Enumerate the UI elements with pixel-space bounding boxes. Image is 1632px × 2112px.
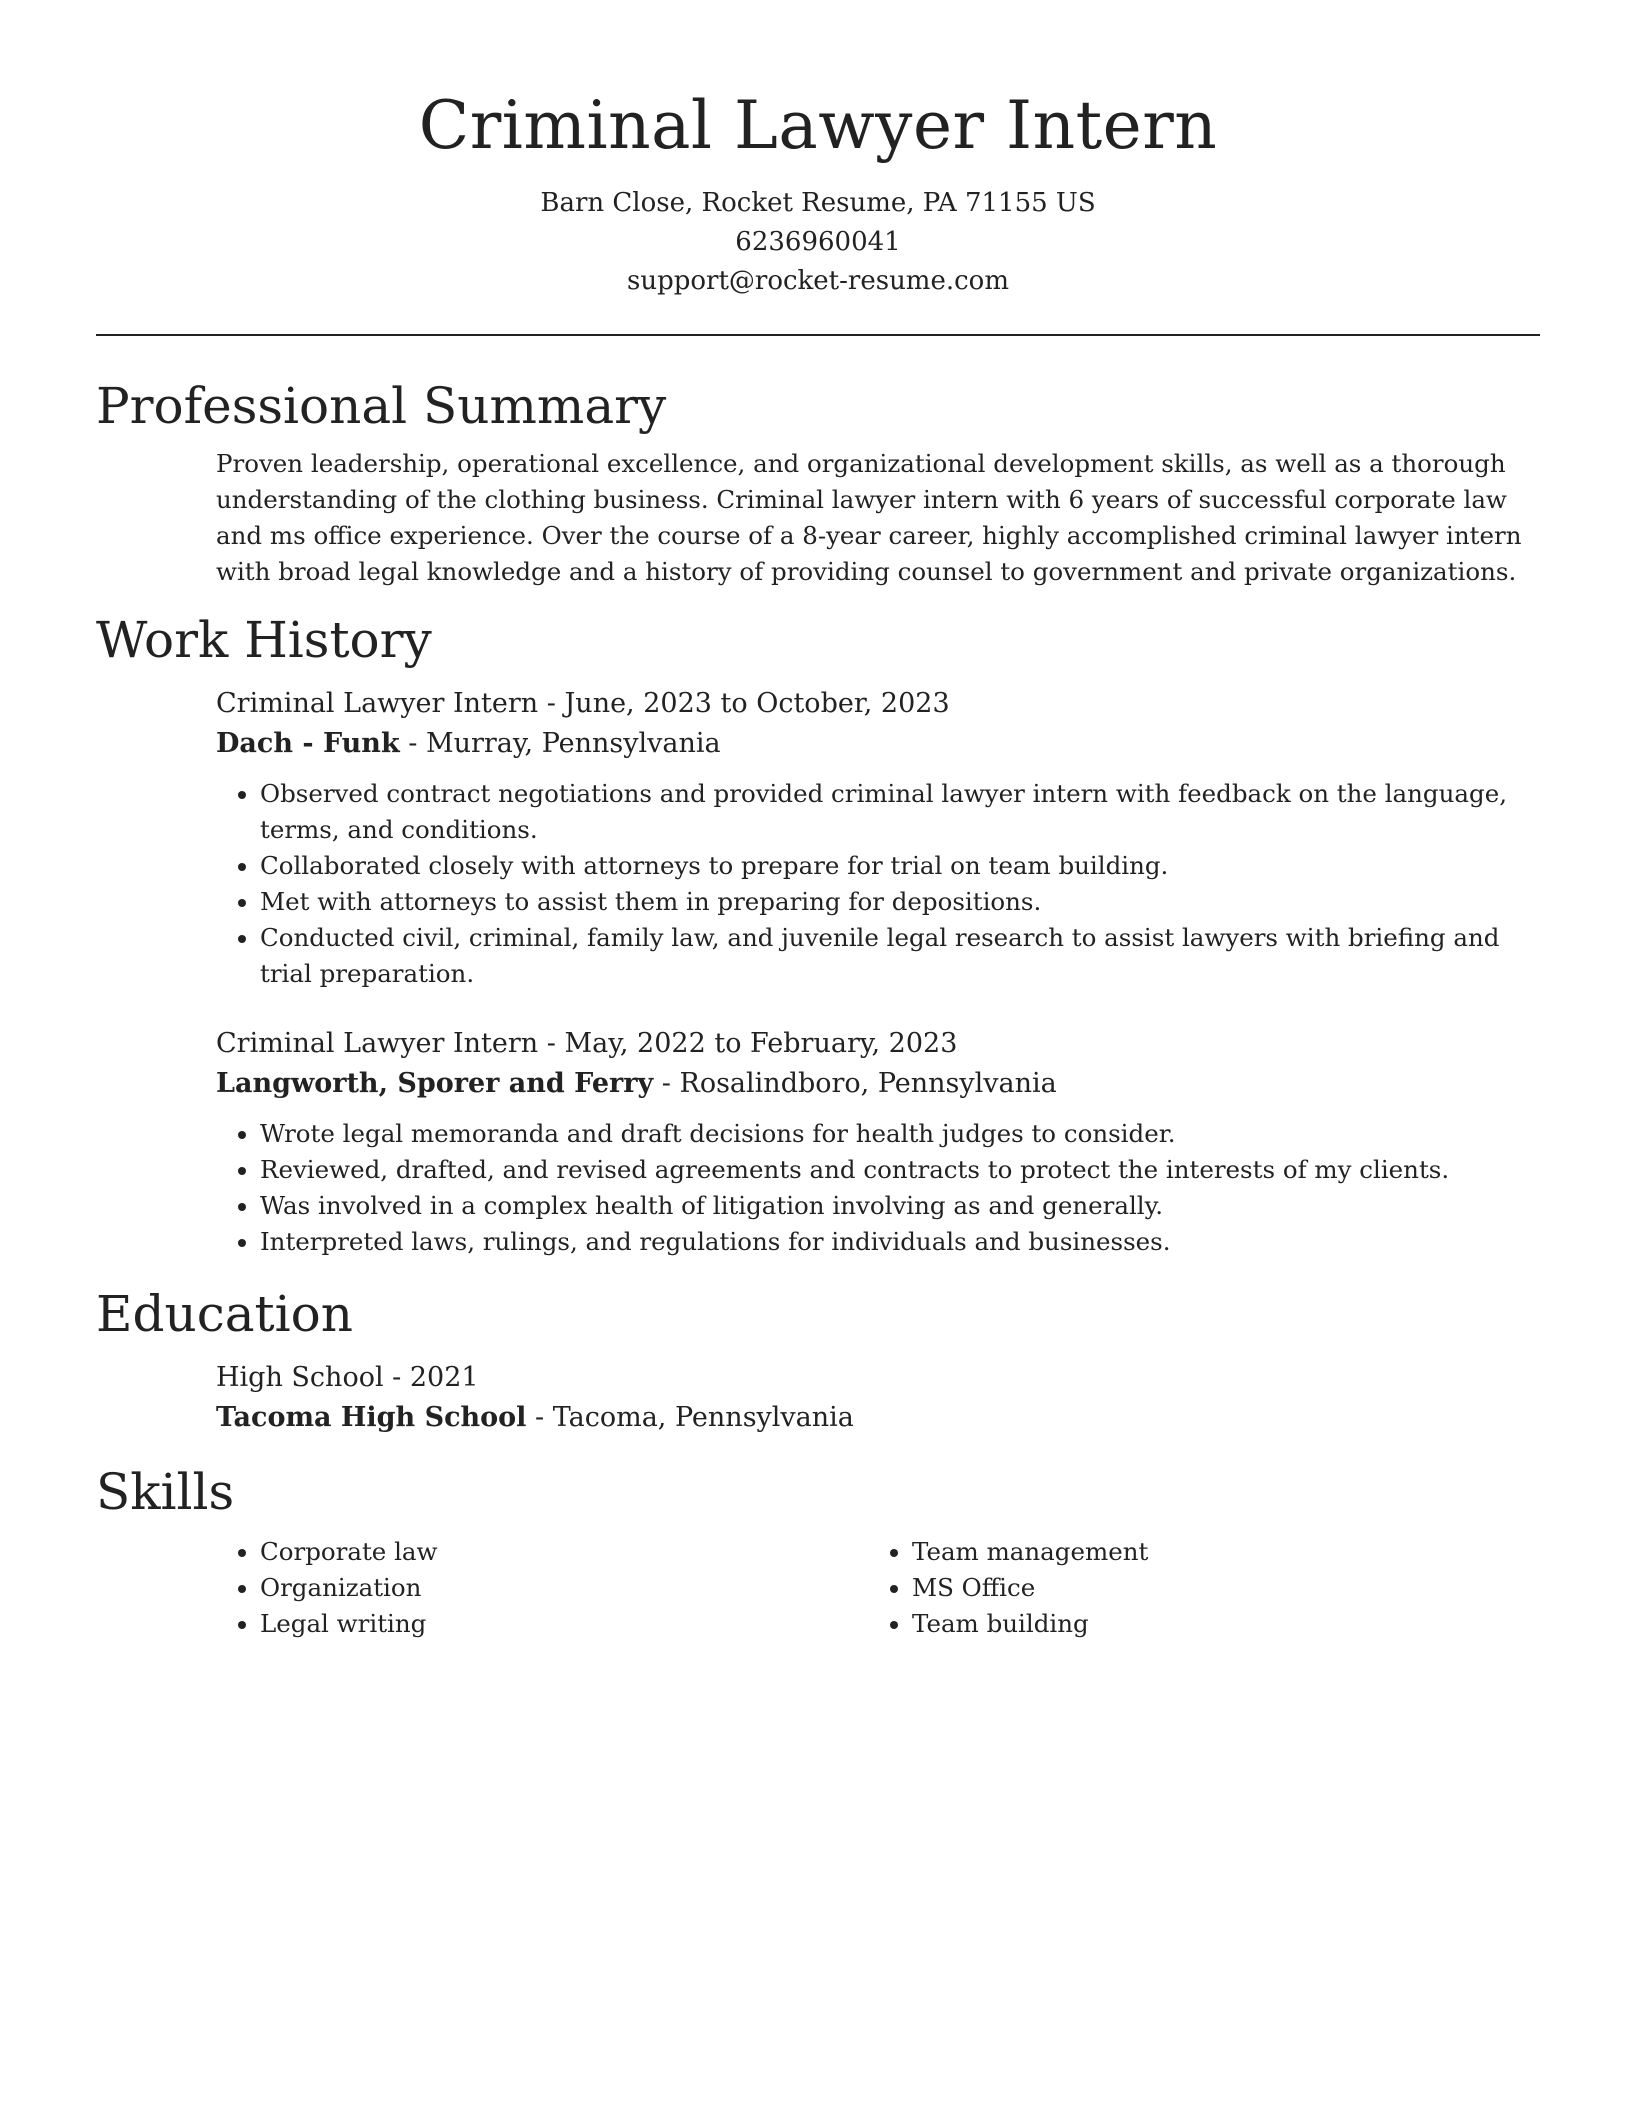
job-entry [216,684,1540,992]
summary-heading: Professional Summary [96,377,667,435]
education-school: Tacoma High School [216,1402,527,1433]
education-location: - Tacoma, Pennsylvania [526,1402,854,1433]
education-school-line [216,1398,1540,1438]
education-degree-line [216,1358,1540,1398]
contact-phone: 6236960041 [735,227,901,257]
resume-page [96,0,1540,1642]
list-item: • Team building [912,1606,1520,1642]
job-bullets [216,776,1540,992]
skills-section [96,1460,1540,1642]
skills-column-left [216,1534,868,1642]
list-item: • Observed contract negotiations and provided criminal lawyer intern with feedback on the language, terms, and conditions. [260,776,1540,848]
contact-email: support@rocket-resume.com [626,266,1009,296]
education-entry [216,1358,1540,1438]
job-company: Dach - Funk [216,728,400,759]
job-location: - Rosalindboro, Pennsylvania [653,1068,1057,1099]
list-item: • Interpreted laws, rulings, and regulations for individuals and businesses. [260,1224,1540,1260]
job-bullets [216,1116,1540,1260]
work-history-section [96,608,1540,1260]
contact-address: Barn Close, Rocket Resume, PA 71155 US [540,188,1096,218]
list-item: • Collaborated closely with attorneys to prepare for trial on team building. [260,848,1540,884]
education-degree: High School [216,1362,384,1393]
skills-grid [216,1534,1540,1642]
job-dates: - May, 2022 to February, 2023 [538,1028,958,1059]
job-company-line [216,724,1540,764]
list-item: • Met with attorneys to assist them in preparing for depositions. [260,884,1540,920]
list-item: • Wrote legal memoranda and draft decisions for health judges to consider. [260,1116,1540,1152]
job-location: - Murray, Pennsylvania [399,728,721,759]
education-heading: Education [96,1285,353,1343]
summary-text: Proven leadership, operational excellence, and organizational development skills, as well as a thorough understanding of the clothing business. Criminal lawyer intern with 6 years of successful corporate law and ms office experience. Over the course of a 8-year career, highly accomplished criminal lawyer intern with broad legal knowledge and a history of providing counsel to government and private organizations. [216,449,1522,586]
summary-section [96,374,1540,590]
list-item: • MS Office [912,1570,1520,1606]
skills-column-right [868,1534,1520,1642]
list-item: • Team management [912,1534,1520,1570]
skills-heading: Skills [96,1463,235,1521]
list-item: • Legal writing [260,1606,868,1642]
job-entry [216,1024,1540,1260]
list-item: • Reviewed, drafted, and revised agreements and contracts to protect the interests of my clients. [260,1152,1540,1188]
header-divider [96,334,1540,336]
list-item: • Conducted civil, criminal, family law, and juvenile legal research to assist lawyers with briefing and trial preparation. [260,920,1540,992]
job-title: Criminal Lawyer Intern [216,1028,539,1059]
job-title-line [216,684,1540,724]
list-item: • Organization [260,1570,868,1606]
job-title-line [216,1024,1540,1064]
education-year: - 2021 [383,1362,479,1393]
list-item: • Was involved in a complex health of litigation involving as and generally. [260,1188,1540,1224]
resume-header [96,0,1540,301]
work-history-heading: Work History [96,611,432,669]
job-company: Langworth, Sporer and Ferry [216,1068,654,1099]
education-section [96,1282,1540,1438]
list-item: • Corporate law [260,1534,868,1570]
job-company-line [216,1064,1540,1104]
job-title: Criminal Lawyer Intern [216,688,539,719]
job-dates: - June, 2023 to October, 2023 [538,688,950,719]
candidate-name: Criminal Lawyer Intern [418,87,1218,164]
contact-block [96,184,1540,301]
